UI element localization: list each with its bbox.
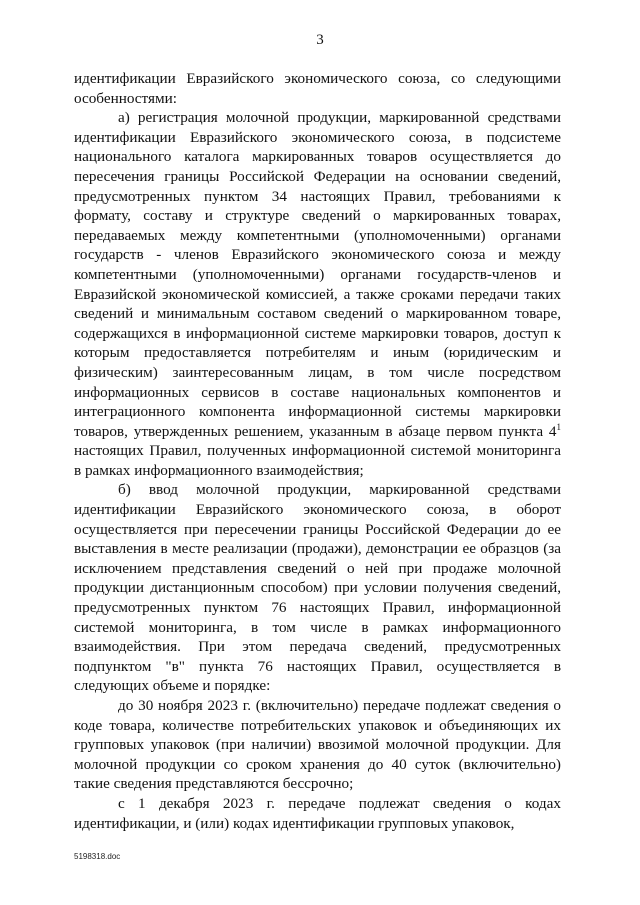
- paragraph-item-b: б) ввод молочной продукции, маркированной средствами идентификации Евразийского экономического союза, в оборот осуществляется при пересечении границы Российской Федерации до ее выставления в месте реализации (продажи), демонстрации ее образцов (за исключением представления сведений о ней при продаже молочной продукции дистанционным способом) при условии получения сведений, предусмотренных пунктом 76 настоящих Правил, информационной системой мониторинга, в том числе в рамках информационного взаимодействия. При этом передача сведений, предусмотренных подпунктом "в" пункта 76 настоящих Правил, осуществляется в следующих объеме и порядке:: [74, 481, 561, 695]
- paragraph-until-november: до 30 ноября 2023 г. (включительно) передаче подлежат сведения о коде товара, количестве потребительских упаковок и объединяющих их групповых упаковок (при наличии) ввозимой молочной продукции. Для молочной продукции со сроком хранения до 40 суток (включительно) такие сведения представляются бессрочно;: [74, 697, 561, 793]
- paragraph-continuation: идентификации Евразийского экономического союза, со следующими особенностями:: [74, 70, 561, 107]
- paragraph-item-a: [74, 108, 561, 480]
- paragraph-item-a-tail: настоящих Правил, полученных информационной системой мониторинга в рамках информационного взаимодействия;: [74, 442, 561, 479]
- paragraph-from-december: с 1 декабря 2023 г. передаче подлежат сведения о кодах идентификации, и (или) кодах идентификации групповых упаковок,: [74, 794, 561, 832]
- page-number: 3: [316, 32, 324, 48]
- document-id: 5198318.doc: [74, 852, 121, 861]
- body-text: [74, 69, 561, 833]
- paragraph-item-a-text: а) регистрация молочной продукции, маркированной средствами идентификации Евразийского экономического союза, в подсистеме национального каталога маркированных товаров осуществляется до пересечения границы Российской Федерации на основании сведений, предусмотренных пунктом 34 настоящих Правил, требованиями к формату, составу и структуре сведений о маркированных товарах, передаваемых между компетентными (уполномоченными) органами государств - членов Евразийского экономического союза и между компетентными (уполномоченными) органами государств-членов и Евразийской экономической комиссией, а также сроками передачи таких сведений и минимальным составом сведений о маркированном товаре, содержащихся в информационной системе маркировки товаров, доступ к которым предоставляется потребителям и иным (юридическим и физическим) заинтересованным лицам, в том числе посредством информационных сервисов в составе национальных компонентов и интеграционного компонента информационной системы маркировки товаров, утвержденных решением, указанным в абзаце первом пункта 4: [74, 109, 561, 440]
- footnote-superscript: 1: [556, 421, 561, 432]
